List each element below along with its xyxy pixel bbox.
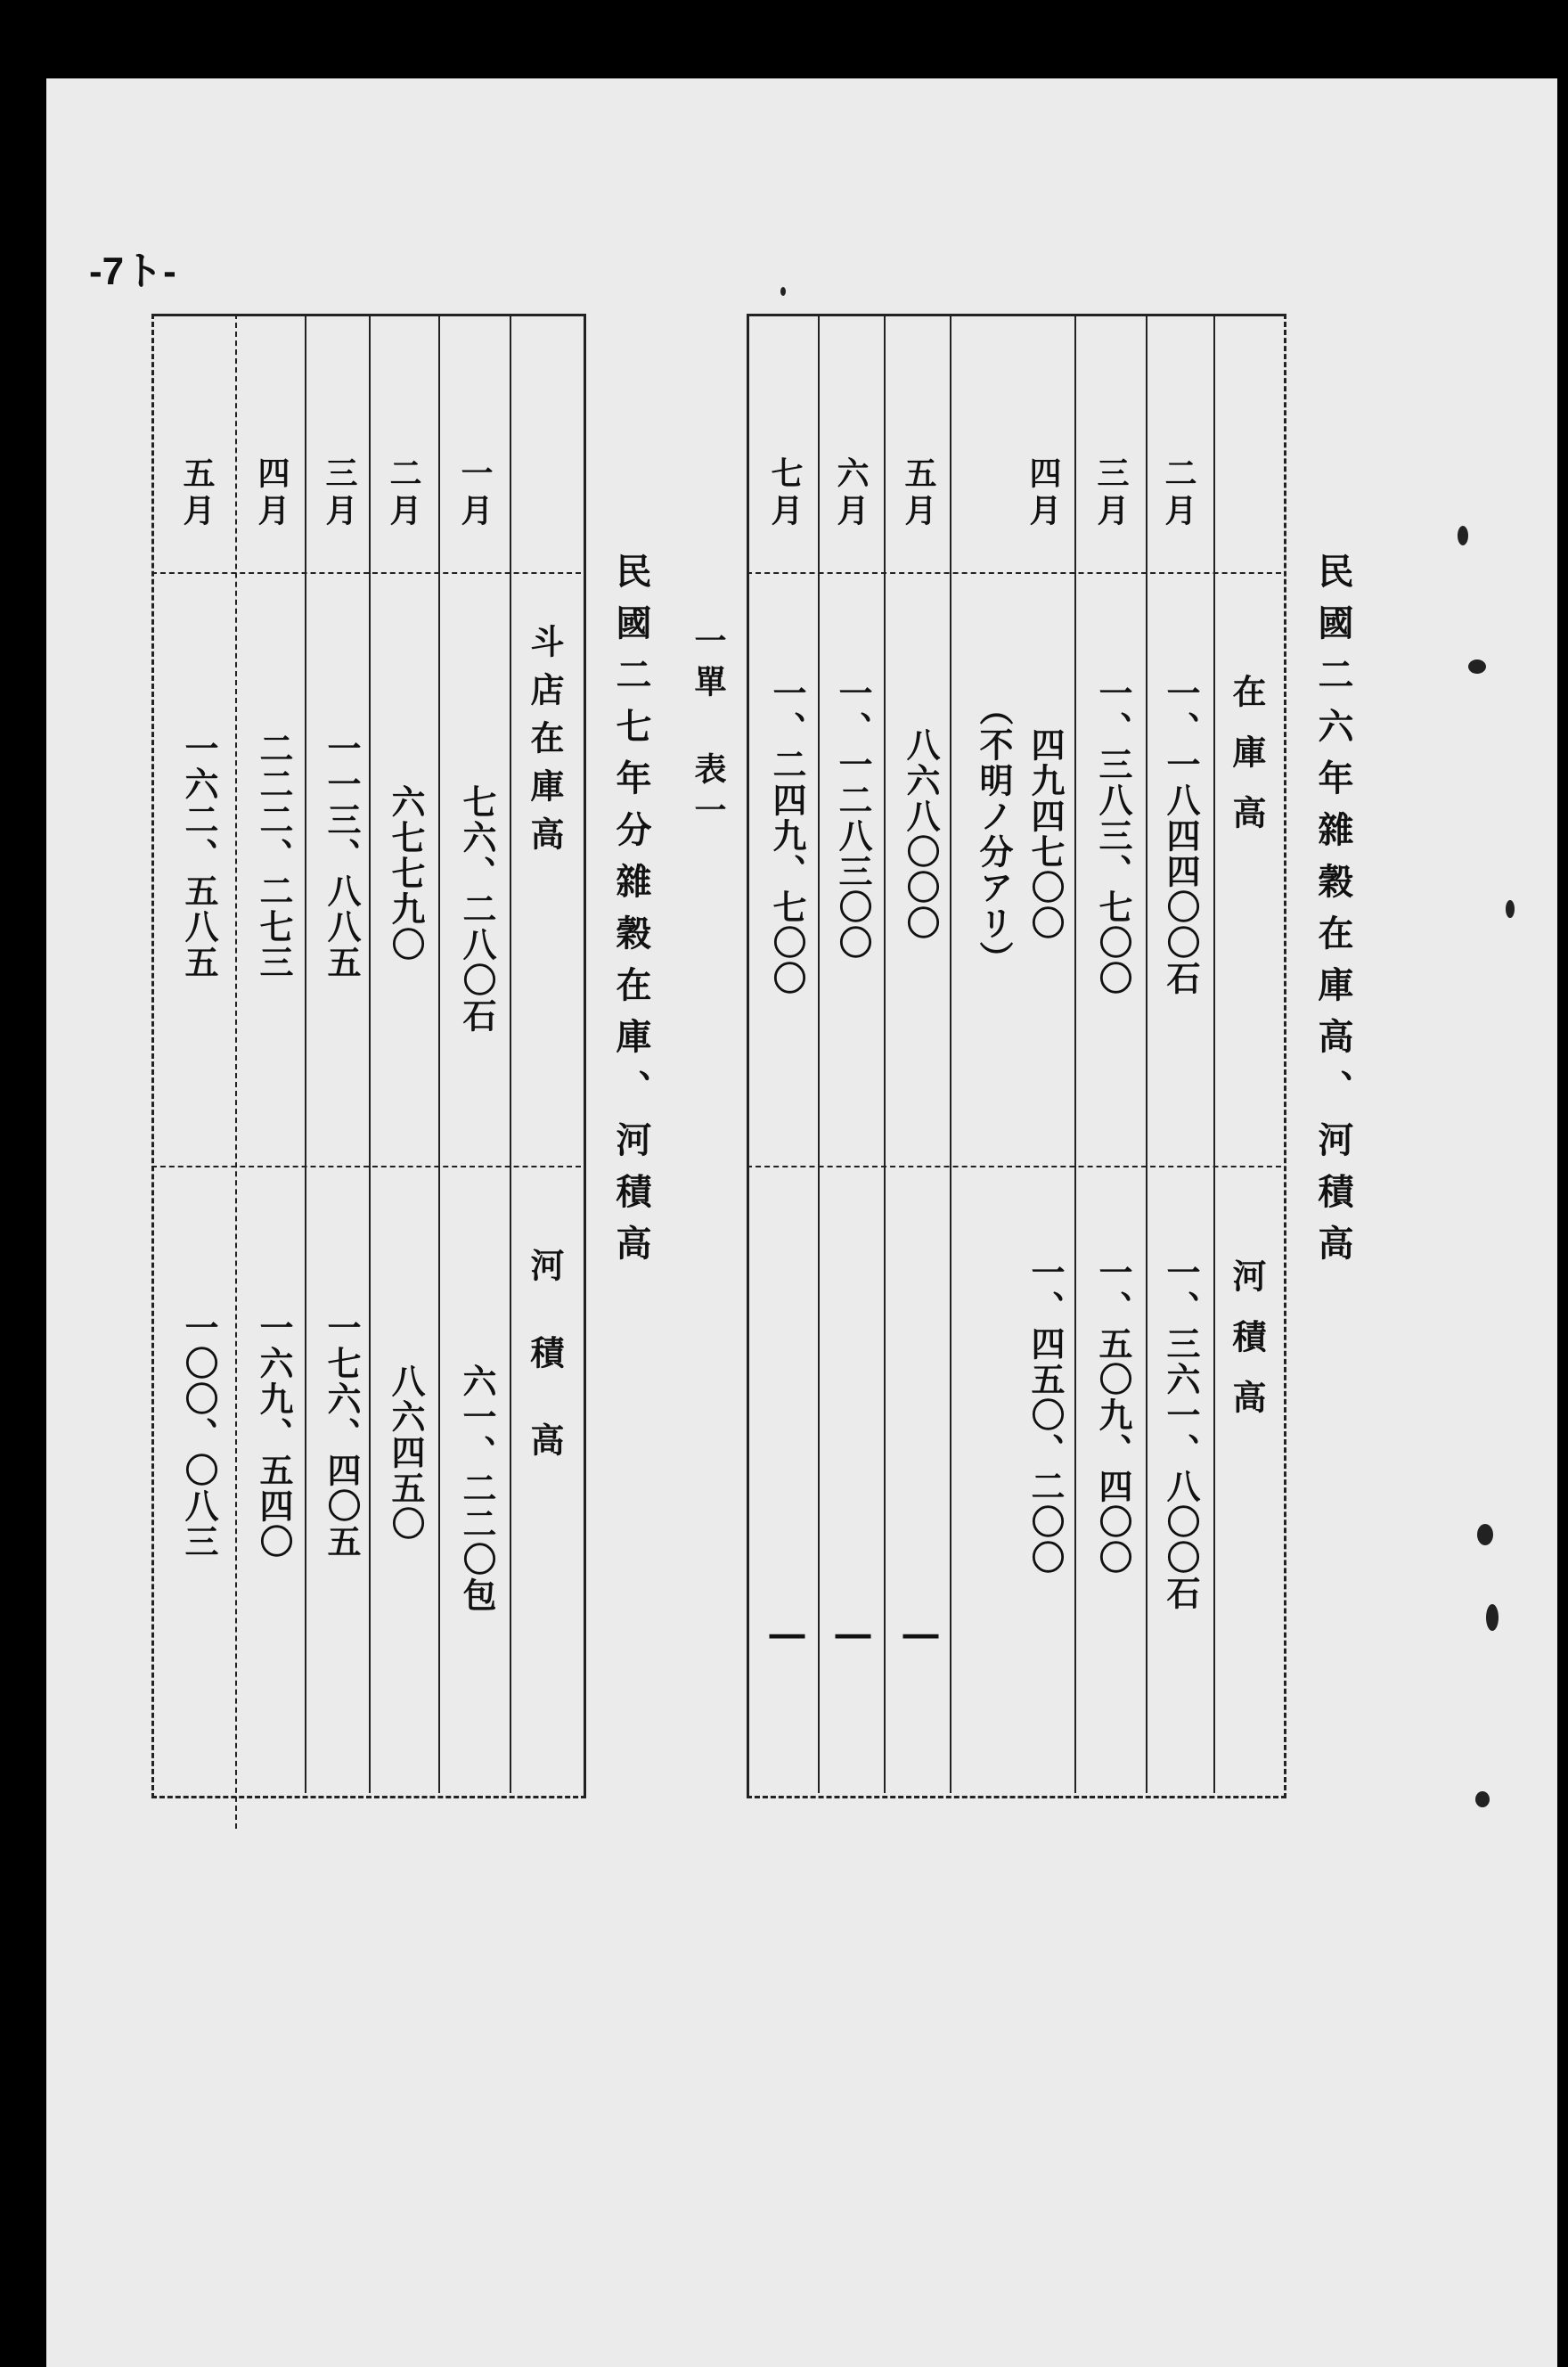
table1-col-rule <box>1146 314 1147 1793</box>
table1-month: 三月 <box>1092 456 1130 531</box>
table1-col-rule <box>1213 314 1215 1793</box>
table1-col-rule <box>950 314 951 1793</box>
table1-river: ― <box>766 1613 808 1655</box>
table1-col-rule <box>1074 314 1076 1793</box>
table1-month: 六月 <box>832 456 870 531</box>
scan-speck <box>1477 1524 1493 1545</box>
table2-river: 六一、二二〇包 <box>457 1364 497 1613</box>
page-number: -7ト- <box>89 250 176 293</box>
table-note: 一單 表一 <box>690 624 727 834</box>
table1-title: 民國二六年雜穀在庫高、河積高 <box>1312 553 1354 1276</box>
table2-col-rule <box>438 314 440 1793</box>
table1-month: 二月 <box>1160 456 1197 531</box>
table1-row-rule <box>747 1166 1281 1167</box>
table2-stock: 一六二、五八五 <box>179 731 219 980</box>
table2-river: 一七六、四〇五 <box>322 1310 362 1560</box>
scan-speck <box>780 287 786 296</box>
table2-title: 民國二七年分雜穀在庫、河積高 <box>610 553 652 1276</box>
table1-stock: 一、一二八三〇〇 <box>833 676 873 961</box>
table2-month: 二月 <box>385 456 422 531</box>
table2-month: 一月 <box>456 456 494 531</box>
table1-month: 七月 <box>766 456 804 531</box>
table1-row-rule <box>747 572 1281 574</box>
table1-header-stock: 在庫高 <box>1227 674 1267 856</box>
table2-row-rule <box>151 572 581 574</box>
table2-header-river: 河積高 <box>525 1248 565 1510</box>
table2-month: 三月 <box>321 456 358 531</box>
table2-stock: 七六、二八〇石 <box>457 784 497 1034</box>
table2-stock: 一一三、八八五 <box>322 731 362 980</box>
table2-col-rule <box>235 314 237 1829</box>
table2-col-rule <box>510 314 511 1793</box>
table1-stock: 一、二四九、七〇〇 <box>767 676 807 996</box>
table1-month: 五月 <box>900 456 937 531</box>
table2-col-rule <box>369 314 371 1793</box>
table2-month: 五月 <box>178 456 216 531</box>
table2-stock: 二二二、二七三 <box>254 731 294 980</box>
table1-river: 一、四五〇、二〇〇 <box>1025 1255 1066 1576</box>
table2-header-stock: 斗店在庫高 <box>525 624 565 864</box>
table2-river: 一六九、五四〇 <box>254 1310 294 1560</box>
scan-speck <box>1475 1791 1490 1807</box>
table2-stock: 六七七九〇 <box>386 784 426 962</box>
table1-stock: 一、三八三、七〇〇 <box>1093 676 1133 996</box>
table1-col-rule <box>884 314 886 1793</box>
table1-river: ― <box>832 1613 874 1655</box>
table1-river: 一、五〇九、四〇〇 <box>1093 1255 1133 1576</box>
table2-col-rule <box>305 314 306 1793</box>
table2-river: 一〇〇、〇八三 <box>179 1310 219 1560</box>
scan-speck <box>1486 1604 1499 1631</box>
table1-river: 一、三六一、八〇〇石 <box>1161 1255 1201 1611</box>
table1-stock-note: （不明ノ分アリ） <box>974 692 1014 977</box>
table1-header-river: 河積高 <box>1227 1258 1267 1440</box>
table1-stock: 一、一八四四〇〇石 <box>1161 676 1201 996</box>
table1-col-rule <box>818 314 820 1793</box>
table2-river: 八六四五〇 <box>386 1364 426 1542</box>
table2-row-rule <box>151 1166 581 1167</box>
scan-speck <box>1458 526 1468 545</box>
table1-stock: 八六八〇〇〇 <box>901 727 941 941</box>
table1-frame <box>747 314 1286 1798</box>
scan-speck <box>1506 900 1515 918</box>
table1-river: ― <box>900 1613 942 1655</box>
table1-month: 四月 <box>1025 456 1062 531</box>
table2-month: 四月 <box>253 456 290 531</box>
table1-stock: 四九四七〇〇 <box>1025 727 1066 941</box>
scan-speck <box>1468 659 1486 674</box>
